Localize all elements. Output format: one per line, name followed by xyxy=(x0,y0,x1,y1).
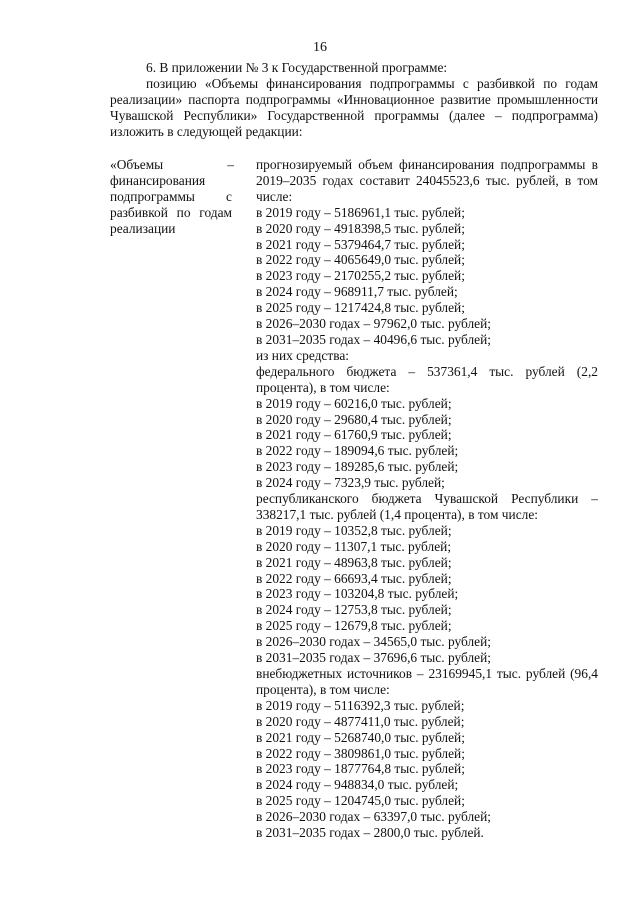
list-item: в 2022 году – 66693,4 тыс. рублей; xyxy=(256,570,452,586)
list-item: в 2026–2030 годах – 34565,0 тыс. рублей; xyxy=(256,634,491,650)
list-item: в 2019 году – 10352,8 тыс. рублей; xyxy=(256,522,452,538)
republic-budget-text: республиканского бюджета Чувашской Республики – 338217,1 тыс. рублей (1,4 процента), в том числе: xyxy=(256,491,598,522)
position-dash: – xyxy=(227,157,234,172)
republic-years-list xyxy=(256,523,598,666)
list-item: в 2031–2035 годах – 2800,0 тыс. рублей. xyxy=(256,825,484,841)
intro-item-heading: 6. В приложении № 3 к Государственной программе: xyxy=(146,60,448,75)
list-item: в 2024 году – 7323,9 тыс. рублей; xyxy=(256,475,445,491)
table-left-cell xyxy=(110,157,232,237)
list-item: в 2019 году – 5116392,3 тыс. рублей; xyxy=(256,697,465,713)
list-item: в 2019 году – 60216,0 тыс. рублей; xyxy=(256,395,452,411)
list-item: в 2020 году – 4918398,5 тыс. рублей; xyxy=(256,220,465,236)
list-item: в 2024 году – 948834,0 тыс. рублей; xyxy=(256,777,459,793)
list-item: в 2022 году – 4065649,0 тыс. рублей; xyxy=(256,252,465,268)
list-item: в 2020 году – 4877411,0 тыс. рублей; xyxy=(256,713,465,729)
list-item: в 2023 году – 189285,6 тыс. рублей; xyxy=(256,459,459,475)
list-item: в 2025 году – 1204745,0 тыс. рублей; xyxy=(256,793,465,809)
of-which-label: из них средства: xyxy=(256,347,350,363)
list-item: в 2023 году – 103204,8 тыс. рублей; xyxy=(256,586,459,602)
federal-years-list xyxy=(256,396,598,491)
table-right-cell xyxy=(256,157,598,841)
list-item: в 2025 году – 12679,8 тыс. рублей; xyxy=(256,618,452,634)
extra-years-list xyxy=(256,698,598,841)
list-item: в 2025 году – 1217424,8 тыс. рублей; xyxy=(256,300,465,316)
list-item: в 2020 году – 29680,4 тыс. рублей; xyxy=(256,411,452,427)
list-item: в 2021 году – 61760,9 тыс. рублей; xyxy=(256,427,452,443)
list-item: в 2023 году – 2170255,2 тыс. рублей; xyxy=(256,268,465,284)
list-item: в 2026–2030 годах – 97962,0 тыс. рублей; xyxy=(256,316,491,332)
list-item: в 2022 году – 3809861,0 тыс. рублей; xyxy=(256,745,465,761)
list-item: в 2031–2035 годах – 37696,6 тыс. рублей; xyxy=(256,650,491,666)
intro-paragraph: позицию «Объемы финансирования подпрограммы с разбивкой по годам реализации» паспорта подпрограммы «Инновационное развитие промышленности Чувашской Республики» Государственной программы (далее – подпрограмма) изложить в следующей редакции: xyxy=(110,76,598,139)
list-item: в 2020 году – 11307,1 тыс. рублей; xyxy=(256,538,452,554)
list-item: в 2031–2035 годах – 40496,6 тыс. рублей; xyxy=(256,331,491,347)
list-item: в 2026–2030 годах – 63397,0 тыс. рублей; xyxy=(256,809,491,825)
list-item: в 2024 году – 968911,7 тыс. рублей; xyxy=(256,284,458,300)
total-funding-text: прогнозируемый объем финансирования подпрограммы в 2019–2035 годах составит 24045523,6 тыс. рублей, в том числе: xyxy=(256,157,598,204)
list-item: в 2021 году – 5268740,0 тыс. рублей; xyxy=(256,729,465,745)
list-item: в 2022 году – 189094,6 тыс. рублей; xyxy=(256,443,459,459)
list-item: в 2019 году – 5186961,1 тыс. рублей; xyxy=(256,204,465,220)
list-item: в 2024 году – 12753,8 тыс. рублей; xyxy=(256,602,452,618)
list-item: в 2023 году – 1877764,8 тыс. рублей; xyxy=(256,761,465,777)
total-years-list xyxy=(256,205,598,348)
list-item: в 2021 году – 5379464,7 тыс. рублей; xyxy=(256,236,465,252)
position-title: «Объемы финансирования подпрограммы с разбивкой по годам реализации xyxy=(110,157,232,236)
list-item: в 2021 году – 48963,8 тыс. рублей; xyxy=(256,554,452,570)
intro-section xyxy=(110,60,598,140)
extra-budget-text: внебюджетных источников – 23169945,1 тыс. рублей (96,4 процента), в том числе: xyxy=(256,666,598,697)
federal-budget-text: федерального бюджета – 537361,4 тыс. рублей (2,2 процента), в том числе: xyxy=(256,363,598,395)
page-number: 16 xyxy=(313,40,327,55)
